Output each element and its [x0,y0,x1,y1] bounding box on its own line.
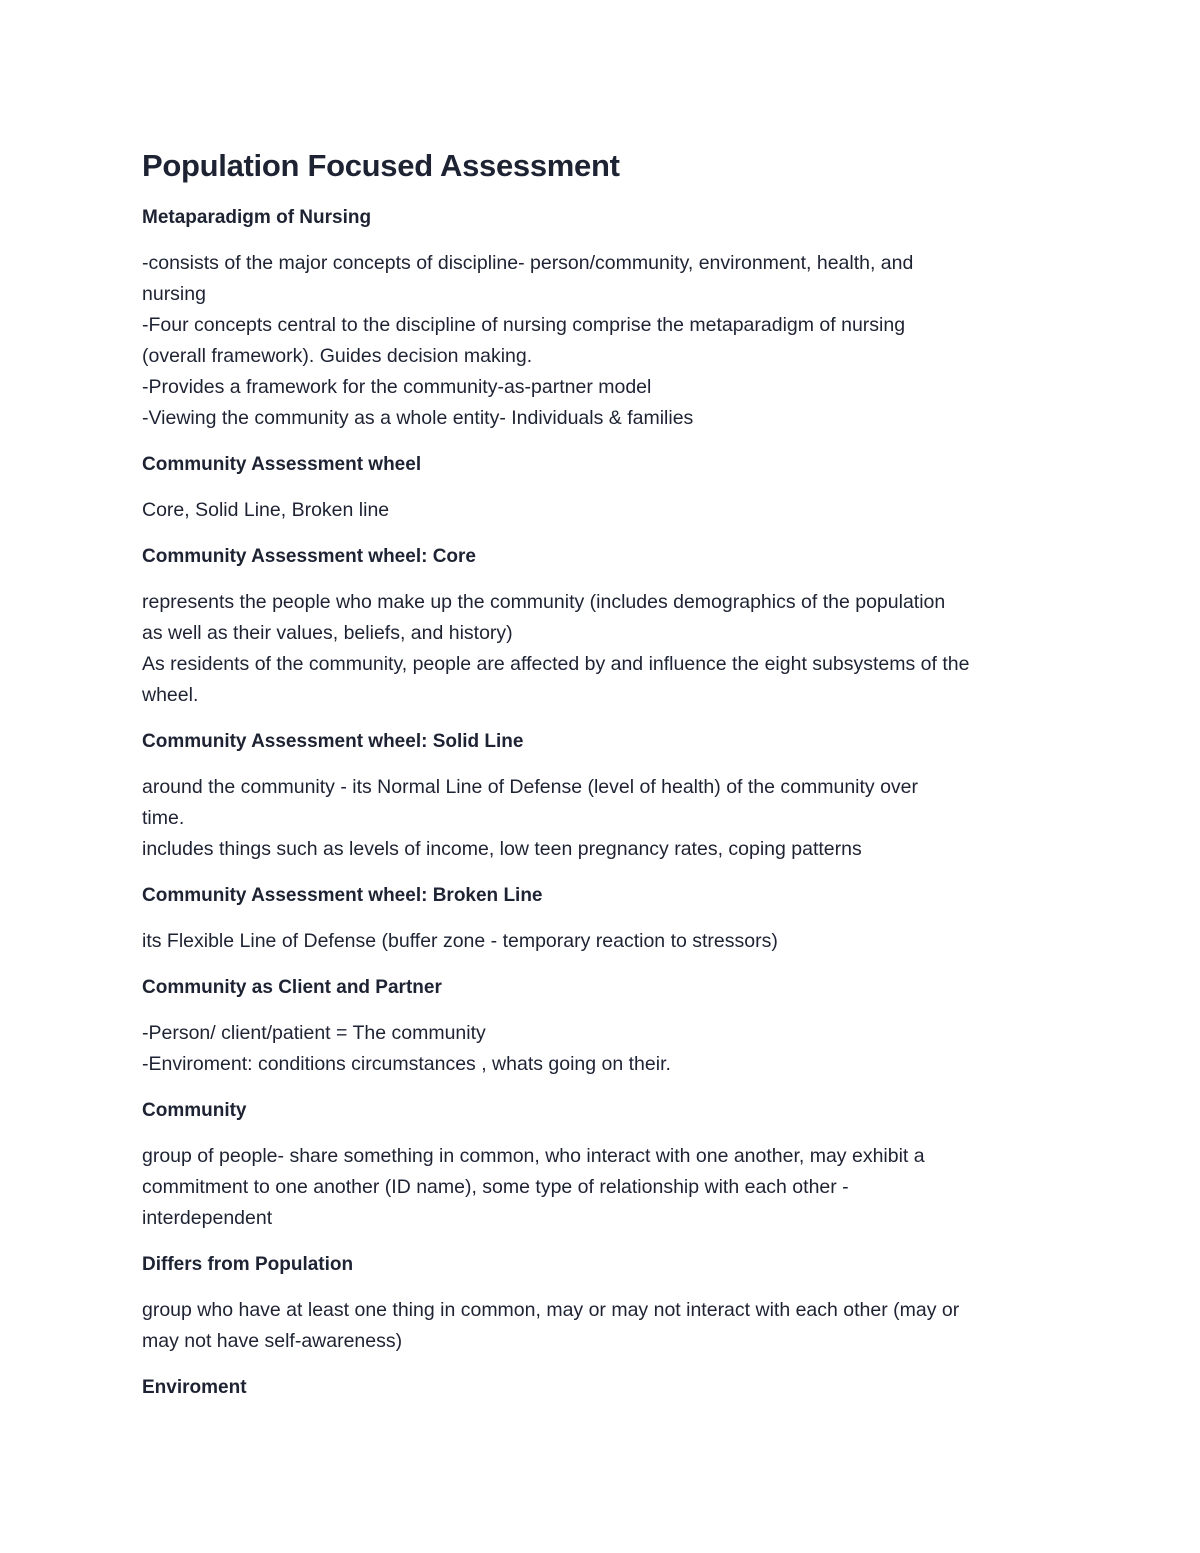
body-line: group who have at least one thing in common, may or may not interact with each other (may or [142,1299,960,1321]
section-heading: Community Assessment wheel: Core [142,546,476,567]
body-line: group of people- share something in common, who interact with one another, may exhibit a [142,1145,925,1167]
body-line: interdependent [142,1207,273,1229]
body-line: Core, Solid Line, Broken line [142,499,390,521]
document-title: Population Focused Assessment [142,148,620,183]
body-line: time. [142,807,185,829]
section-heading: Community Assessment wheel: Broken Line [142,885,543,906]
section-heading: Metaparadigm of Nursing [142,207,372,228]
section-body [142,926,1072,957]
body-line: commitment to one another (ID name), some type of relationship with each other - [142,1176,849,1198]
section-body [142,1295,1072,1357]
section-differs-population [142,1249,1072,1357]
body-line: around the community - its Normal Line of Defense (level of health) of the community over [142,776,919,798]
body-line: -Person/ client/patient = The community [142,1022,486,1044]
section-body [142,495,1072,526]
section-wheel-solid-line [142,726,1072,865]
body-line: nursing [142,283,206,305]
body-line: -consists of the major concepts of discipline- person/community, environment, health, and [142,252,914,274]
section-body [142,772,1072,865]
body-line: -Viewing the community as a whole entity- Individuals & families [142,407,694,429]
section-enviroment [142,1372,1072,1403]
section-body [142,587,1072,711]
section-heading: Community Assessment wheel [142,454,422,475]
body-line: As residents of the community, people are affected by and influence the eight subsystems of the [142,653,970,675]
section-body [142,248,1072,434]
body-line: (overall framework). Guides decision making. [142,345,533,367]
section-wheel-broken-line [142,880,1072,957]
section-body [142,1018,1072,1080]
section-heading: Enviroment [142,1377,247,1398]
section-heading: Community Assessment wheel: Solid Line [142,731,524,752]
section-heading: Community [142,1100,247,1121]
document-page [142,142,1072,1418]
section-heading: Differs from Population [142,1254,354,1275]
section-client-partner [142,972,1072,1080]
body-line: -Provides a framework for the community-as-partner model [142,376,652,398]
body-line: -Enviroment: conditions circumstances , whats going on their. [142,1053,671,1075]
section-community [142,1095,1072,1234]
body-line: as well as their values, beliefs, and history) [142,622,513,644]
section-wheel-core [142,541,1072,711]
section-metaparadigm [142,202,1072,434]
body-line: -Four concepts central to the discipline of nursing comprise the metaparadigm of nursing [142,314,906,336]
body-line: represents the people who make up the community (includes demographics of the population [142,591,946,613]
body-line: may not have self-awareness) [142,1330,403,1352]
section-body [142,1141,1072,1234]
section-heading: Community as Client and Partner [142,977,442,998]
body-line: includes things such as levels of income, low teen pregnancy rates, coping patterns [142,838,862,860]
body-line: wheel. [142,684,199,706]
section-assessment-wheel [142,449,1072,526]
body-line: its Flexible Line of Defense (buffer zone - temporary reaction to stressors) [142,930,778,952]
